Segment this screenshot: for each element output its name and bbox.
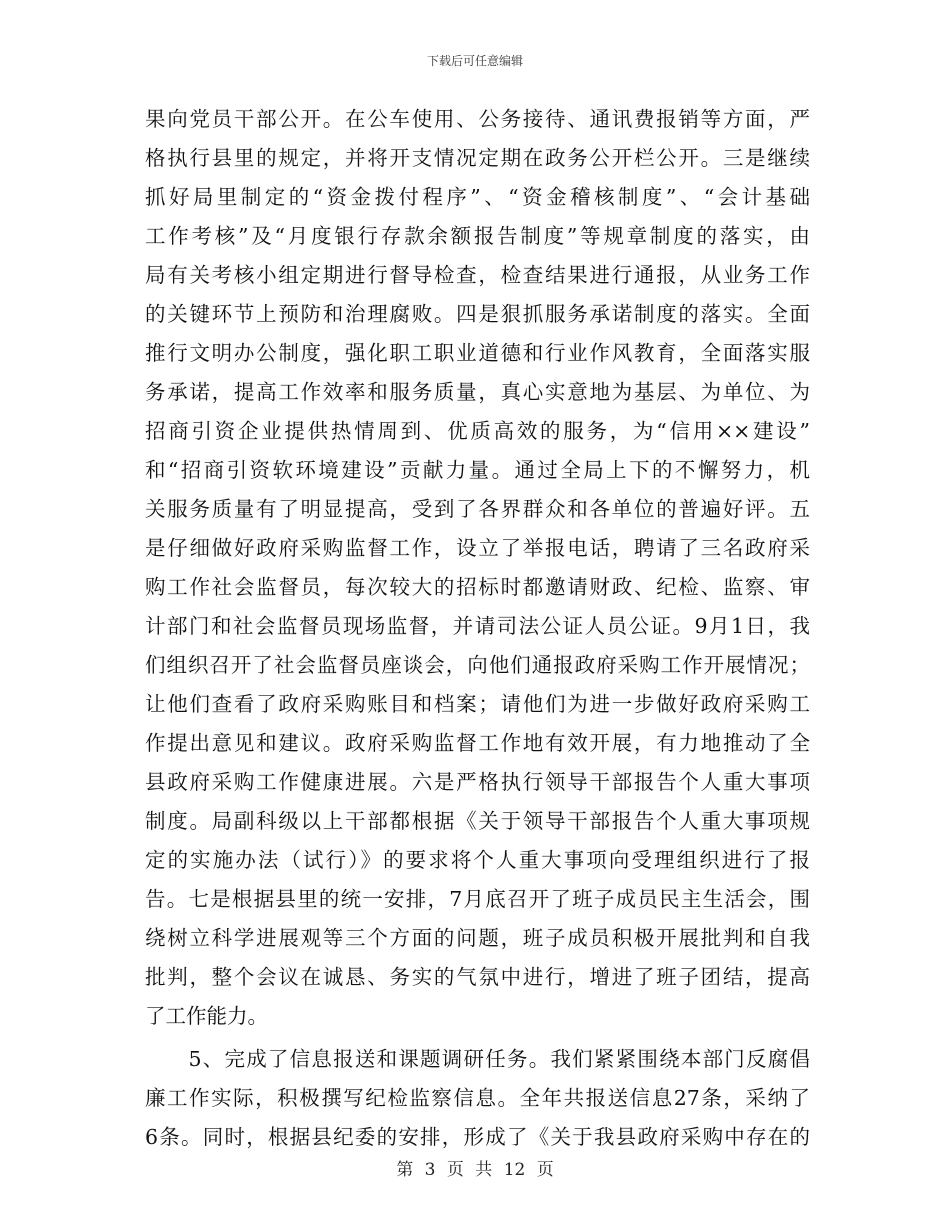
text-line: 告。七是根据县里的统一安排，7月底召开了班子成员民主生活会，围 [145,887,810,911]
text-line: 局有关考核小组定期进行督导检查，检查结果进行通报，从业务工作 [145,263,810,287]
text-line: 作提出意见和建议。政府采购监督工作地有效开展，有力地推动了全 [145,731,810,755]
text-line: 定的实施办法（试行）》的要求将个人重大事项向受理组织进行了报 [145,848,810,872]
paragraph-1 [145,100,810,1036]
text-line: 和“招商引资软环境建设”贡献力量。通过全局上下的不懈努力，机 [145,458,810,482]
document-body [145,100,810,1157]
text-line: 6条。同时，根据县纪委的安排，形成了《关于我县政府采购中存在的 [145,1125,810,1149]
text-line: 格执行县里的规定，并将开支情况定期在政务公开栏公开。三是继续 [145,146,810,170]
text-line: 了工作能力。 [145,1004,268,1028]
text-line: 5、完成了信息报送和课题调研任务。我们紧紧围绕本部门反腐倡 [145,1047,810,1071]
text-line: 绕树立科学进展观等三个方面的问题，班子成员积极开展批判和自我 [145,926,810,950]
text-line: 是仔细做好政府采购监督工作，设立了举报电话，聘请了三名政府采 [145,536,810,560]
page-header: 下载后可任意编辑 [426,54,523,68]
text-line: 推行文明办公制度，强化职工职业道德和行业作风教育，全面落实服 [145,341,810,365]
text-line: 们组织召开了社会监督员座谈会，向他们通报政府采购工作开展情况； [145,653,810,677]
page-footer: 第 3 页 共 12 页 [396,1160,554,1180]
text-line: 县政府采购工作健康进展。六是严格执行领导干部报告个人重大事项 [145,770,810,794]
text-line: 批判，整个会议在诚恳、务实的气氛中进行，增进了班子团结，提高 [145,965,810,989]
text-line: 廉工作实际，积极撰写纪检监察信息。全年共报送信息27条，采纳了 [145,1086,810,1110]
text-line: 让他们查看了政府采购账目和档案；请他们为进一步做好政府采购工 [145,692,810,716]
text-line: 果向党员干部公开。在公车使用、公务接待、通讯费报销等方面，严 [145,107,810,131]
text-line: 抓好局里制定的“资金拨付程序”、“资金稽核制度”、“会计基础 [145,185,810,209]
text-line: 的关键环节上预防和治理腐败。四是狠抓服务承诺制度的落实。全面 [145,302,810,326]
text-line: 制度。局副科级以上干部都根据《关于领导干部报告个人重大事项规 [145,809,810,833]
text-line: 招商引资企业提供热情周到、优质高效的服务，为“信用××建设” [145,419,810,443]
text-line: 购工作社会监督员，每次较大的招标时都邀请财政、纪检、监察、审 [145,575,810,599]
text-line: 计部门和社会监督员现场监督，并请司法公证人员公证。9月1日，我 [145,614,810,638]
text-line: 务承诺，提高工作效率和服务质量，真心实意地为基层、为单位、为 [145,380,810,404]
paragraph-2 [145,1040,810,1157]
text-line: 关服务质量有了明显提高，受到了各界群众和各单位的普遍好评。五 [145,497,810,521]
text-line: 工作考核”及“月度银行存款余额报告制度”等规章制度的落实，由 [145,224,810,248]
